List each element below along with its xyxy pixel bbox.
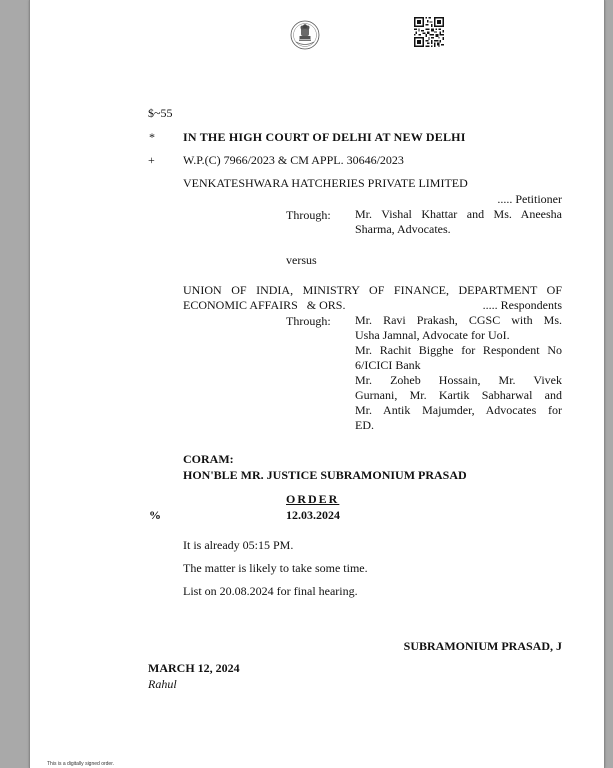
counsel-line: Mr. Zoheb Hossain, Mr. Vivek <box>355 373 562 387</box>
percent-marker: % <box>149 508 161 522</box>
case-reference: $~55 <box>148 106 173 120</box>
order-paragraph: List on 20.08.2024 for final hearing. <box>183 584 358 598</box>
respondent-through-label: Through: <box>286 314 331 328</box>
counsel-line: Usha Jamnal, Advocate for UoI. <box>355 328 510 342</box>
counsel-line: Gurnani, Mr. Kartik Sabharwal and <box>355 388 562 402</box>
respondent-line-2: ECONOMIC AFFAIRS & ORS. <box>183 298 346 312</box>
plus-marker: + <box>148 153 155 167</box>
versus-label: versus <box>286 253 317 267</box>
coram-judge: HON'BLE MR. JUSTICE SUBRAMONIUM PRASAD <box>183 468 467 482</box>
petitioner-role: ..... Petitioner <box>497 192 562 206</box>
counsel-line: Mr. Vishal Khattar and Ms. Aneesha <box>355 207 562 221</box>
order-paragraph: The matter is likely to take some time. <box>183 561 368 575</box>
counsel-line: Mr. Ravi Prakash, CGSC with Ms. <box>355 313 562 327</box>
qr-code-icon <box>414 17 444 47</box>
petitioner-counsel <box>355 207 562 237</box>
signature-judge: SUBRAMONIUM PRASAD, J <box>403 639 562 653</box>
staff-initials: Rahul <box>148 677 177 691</box>
order-date: 12.03.2024 <box>286 508 340 522</box>
petitioner-name: VENKATESHWARA HATCHERIES PRIVATE LIMITED <box>183 176 468 190</box>
coram-label: CORAM: <box>183 452 234 466</box>
order-paragraph: It is already 05:15 PM. <box>183 538 294 552</box>
document-page <box>29 0 605 768</box>
digital-signature-note: This is a digitally signed order. <box>47 761 114 767</box>
counsel-line: 6/ICICI Bank <box>355 358 421 372</box>
star-marker: * <box>149 130 155 144</box>
state-emblem-icon <box>290 20 320 50</box>
court-title: IN THE HIGH COURT OF DELHI AT NEW DELHI <box>183 130 466 144</box>
counsel-line: Mr. Antik Majumder, Advocates for <box>355 403 562 417</box>
counsel-line: ED. <box>355 418 374 432</box>
respondent-counsel <box>355 313 562 433</box>
order-date-footer: MARCH 12, 2024 <box>148 661 240 675</box>
petitioner-through-label: Through: <box>286 208 331 222</box>
respondent-role: ..... Respondents <box>482 298 562 312</box>
counsel-line: Mr. Rachit Bigghe for Respondent No <box>355 343 562 357</box>
order-heading: ORDER <box>286 492 340 506</box>
petition-number: W.P.(C) 7966/2023 & CM APPL. 30646/2023 <box>183 153 404 167</box>
counsel-line: Sharma, Advocates. <box>355 222 451 236</box>
respondent-line-1: UNION OF INDIA, MINISTRY OF FINANCE, DEPARTMENT OF <box>183 283 562 297</box>
